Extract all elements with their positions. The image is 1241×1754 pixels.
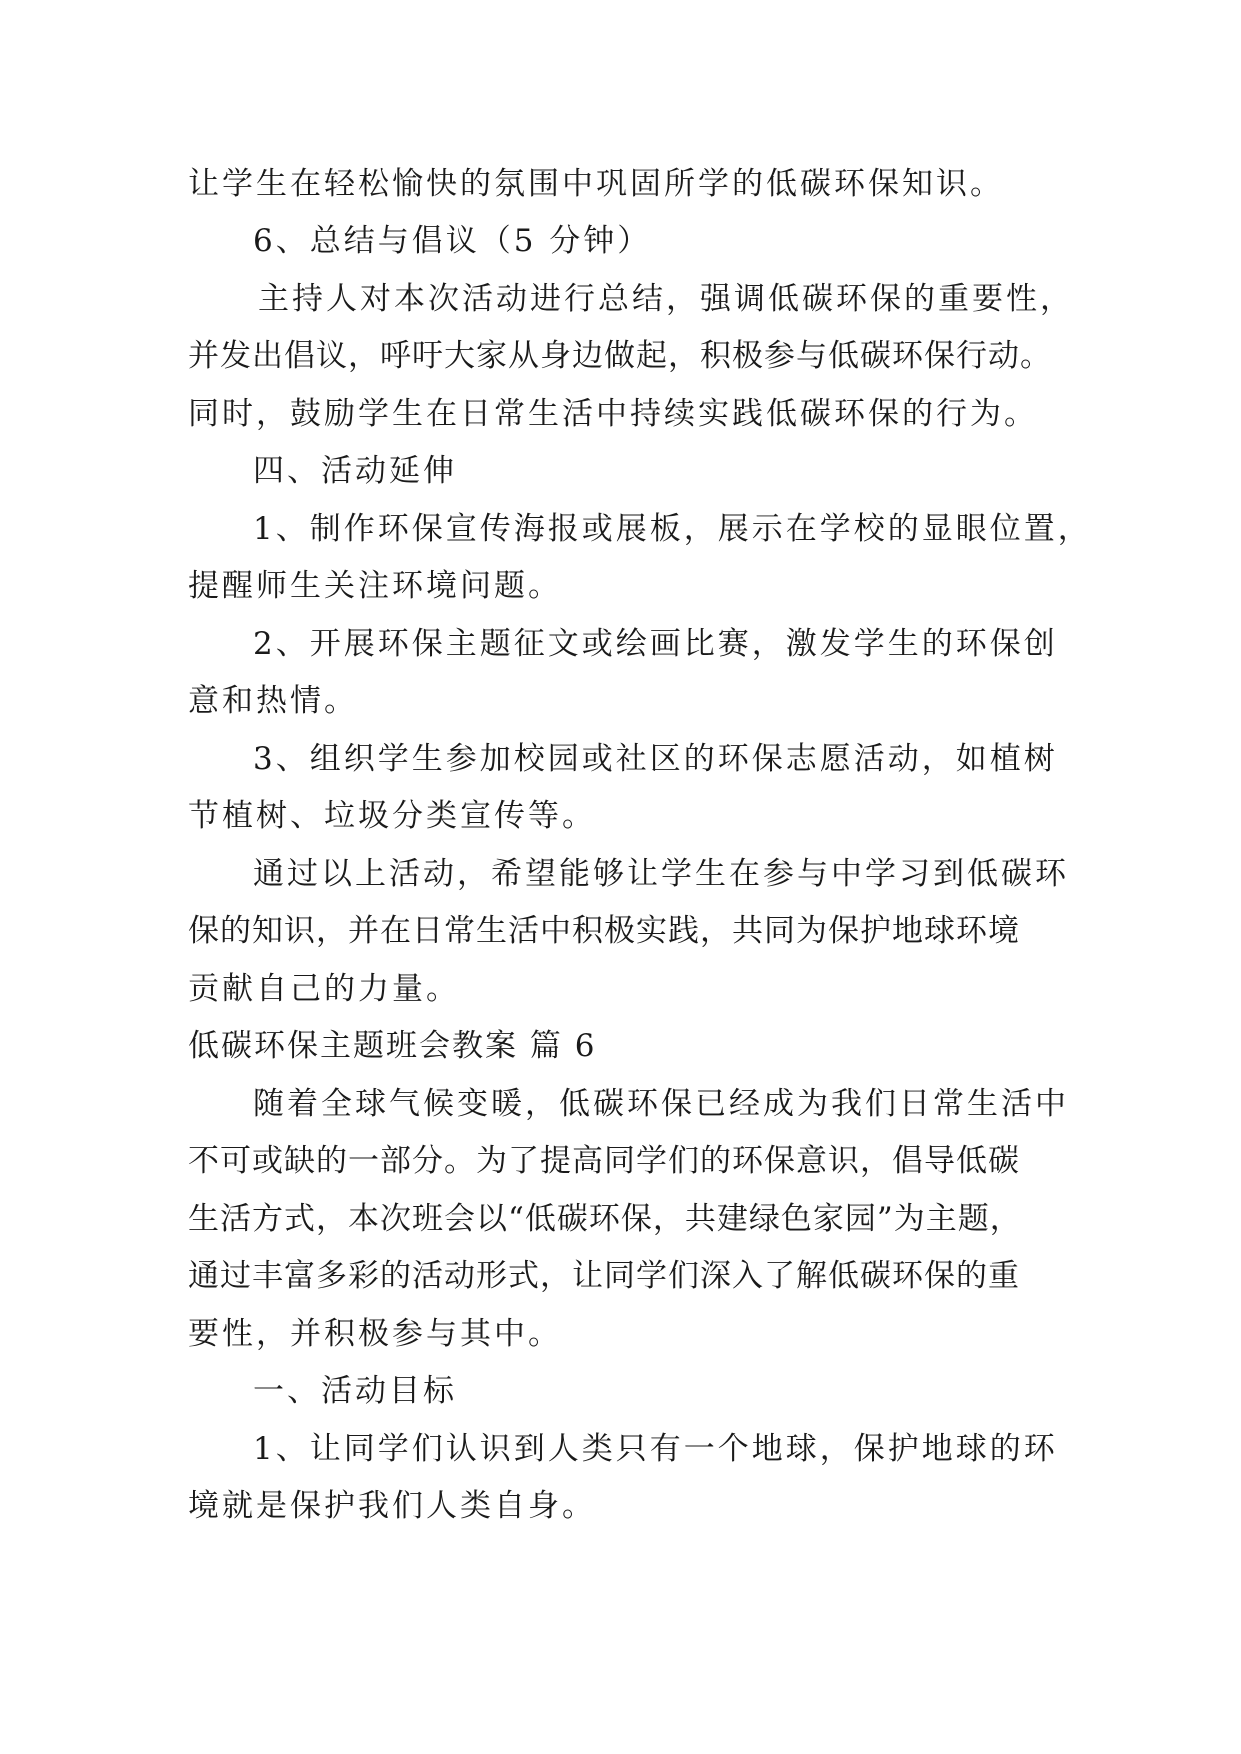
section-subheading: 6、总结与倡议（5 分钟） [253, 223, 652, 259]
text-line: 让学生在轻松愉快的氛围中巩固所学的低碳环保知识。 [188, 166, 1004, 202]
text-line: 1、让同学们认识到人类只有一个地球，保护地球的环 [253, 1431, 1058, 1467]
text-line: 2、开展环保主题征文或绘画比赛，激发学生的环保创 [253, 626, 1058, 662]
text-line: 境就是保护我们人类自身。 [188, 1488, 596, 1524]
text-line: 并发出倡议，呼吁大家从身边做起，积极参与低碳环保行动。 [188, 338, 1052, 374]
section-heading: 四、活动延伸 [253, 453, 457, 489]
text-line: 同时，鼓励学生在日常生活中持续实践低碳环保的行为。 [188, 396, 1038, 432]
text-line: 通过以上活动，希望能够让学生在参与中学习到低碳环 [253, 856, 1069, 892]
text-line: 意和热情。 [188, 683, 358, 719]
text-line: 不可或缺的一部分。为了提高同学们的环保意识，倡导低碳 [188, 1143, 1020, 1179]
text-line: 节植树、垃圾分类宣传等。 [188, 798, 596, 834]
text-line: 贡献自己的力量。 [188, 971, 460, 1007]
text-line: 生活方式，本次班会以“低碳环保，共建绿色家园”为主题， [188, 1201, 1022, 1237]
text-line: 通过丰富多彩的活动形式，让同学们深入了解低碳环保的重 [188, 1258, 1020, 1294]
section-heading: 一、活动目标 [253, 1373, 457, 1409]
text-line: 1、制作环保宣传海报或展板，展示在学校的显眼位置， [253, 511, 1092, 547]
text-line: 主持人对本次活动进行总结，强调低碳环保的重要性， [258, 281, 1074, 317]
text-line: 随着全球气候变暖，低碳环保已经成为我们日常生活中 [253, 1086, 1069, 1122]
text-line: 3、组织学生参加校园或社区的环保志愿活动，如植树 [253, 741, 1058, 777]
document-heading: 低碳环保主题班会教案 篇 6 [188, 1028, 597, 1064]
text-line: 提醒师生关注环境问题。 [188, 568, 562, 604]
text-line: 要性，并积极参与其中。 [188, 1316, 562, 1352]
text-line: 保的知识，并在日常生活中积极实践，共同为保护地球环境 [188, 913, 1020, 949]
